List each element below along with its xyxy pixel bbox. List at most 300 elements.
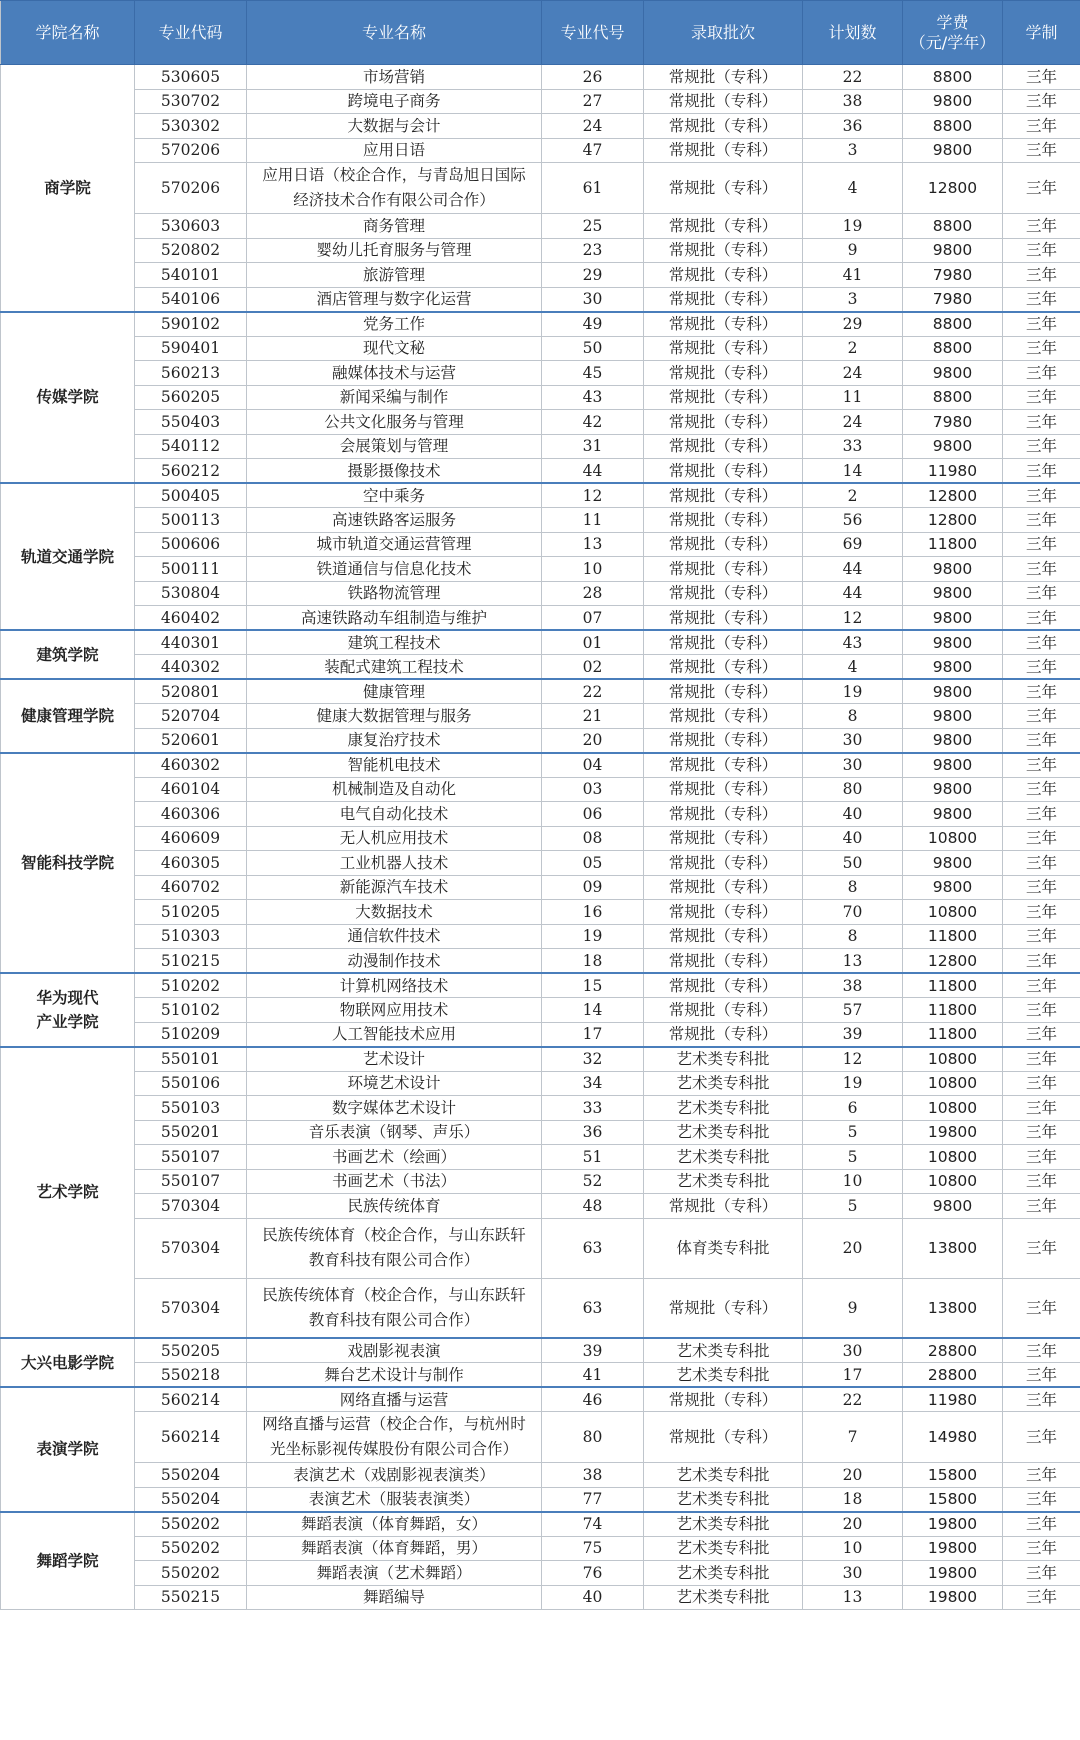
batch-cell: 常规批（专科） <box>644 312 803 337</box>
major-code-cell: 460702 <box>135 875 247 900</box>
table-row <box>1 214 1080 239</box>
tuition-fee-cell: 8800 <box>903 336 1003 361</box>
major-name-cell <box>247 312 542 337</box>
tuition-fee-cell: 11980 <box>903 459 1003 484</box>
college-name-cell <box>1 630 135 679</box>
table-row <box>1 1387 1080 1412</box>
plan-count-cell: 5 <box>803 1145 903 1170</box>
table-row <box>1 114 1080 139</box>
major-name-cell <box>247 1145 542 1170</box>
major-name: 铁道通信与信息化技术 <box>316 559 472 578</box>
tuition-fee-cell: 10800 <box>903 1145 1003 1170</box>
major-no-cell: 61 <box>542 163 644 214</box>
header-batch-label: 录取批次 <box>690 22 755 42</box>
batch-cell: 艺术类专科批 <box>644 1536 803 1561</box>
tuition-fee-cell: 8800 <box>903 65 1003 90</box>
tuition-fee-cell: 19800 <box>903 1120 1003 1145</box>
duration-cell: 三年 <box>1003 1412 1080 1463</box>
major-name: 舞蹈表演（艺术舞蹈） <box>316 1563 472 1582</box>
major-name-cell <box>247 753 542 778</box>
table-row <box>1 1096 1080 1121</box>
college-name-cell <box>1 65 135 312</box>
major-no-cell: 76 <box>542 1561 644 1586</box>
table-row <box>1 1412 1080 1463</box>
major-name-cell <box>247 138 542 163</box>
major-no-cell: 08 <box>542 826 644 851</box>
table-row <box>1 851 1080 876</box>
major-name-cell <box>247 89 542 114</box>
batch-cell: 艺术类专科批 <box>644 1363 803 1388</box>
table-row <box>1 1145 1080 1170</box>
plan-count-cell: 17 <box>803 1363 903 1388</box>
batch-cell: 常规批（专科） <box>644 214 803 239</box>
duration-cell: 三年 <box>1003 238 1080 263</box>
major-code-cell: 550204 <box>135 1463 247 1488</box>
major-name-cell <box>247 238 542 263</box>
major-name: 建筑工程技术 <box>347 633 441 652</box>
major-name-cell <box>247 1194 542 1219</box>
major-name: 光坐标影视传媒股份有限公司合作） <box>269 1440 518 1458</box>
major-no-cell: 46 <box>542 1387 644 1412</box>
major-code-cell: 550107 <box>135 1145 247 1170</box>
batch-cell: 常规批（专科） <box>644 263 803 288</box>
major-code-cell: 530702 <box>135 89 247 114</box>
major-no-cell: 21 <box>542 704 644 729</box>
tuition-fee-cell: 9800 <box>903 138 1003 163</box>
batch-cell: 常规批（专科） <box>644 114 803 139</box>
plan-count-cell: 22 <box>803 65 903 90</box>
tuition-fee-cell: 10800 <box>903 1047 1003 1072</box>
tuition-fee-cell: 28800 <box>903 1338 1003 1363</box>
table-row <box>1 1561 1080 1586</box>
plan-count-cell: 36 <box>803 114 903 139</box>
major-code-cell: 530603 <box>135 214 247 239</box>
header-major-no <box>542 1 644 65</box>
college-name: 健康管理学院 <box>20 706 114 725</box>
batch-cell: 常规批（专科） <box>644 581 803 606</box>
header-fee <box>903 1 1003 65</box>
major-name: 环境艺术设计 <box>347 1074 441 1093</box>
major-name: 融媒体技术与运营 <box>331 363 456 382</box>
major-code-cell: 550202 <box>135 1512 247 1537</box>
header-plan-label: 计划数 <box>828 22 877 42</box>
major-code-cell: 570304 <box>135 1218 247 1278</box>
table-row <box>1 1536 1080 1561</box>
table-row <box>1 949 1080 974</box>
major-name: 空中乘务 <box>362 486 425 505</box>
plan-count-cell: 30 <box>803 1561 903 1586</box>
major-name-cell <box>247 998 542 1023</box>
table-row <box>1 900 1080 925</box>
major-name: 艺术设计 <box>362 1050 425 1068</box>
major-no-cell: 39 <box>542 1338 644 1363</box>
major-no-cell: 27 <box>542 89 644 114</box>
major-no-cell: 34 <box>542 1071 644 1096</box>
table-row <box>1 312 1080 337</box>
table-row <box>1 508 1080 533</box>
major-no-cell: 19 <box>542 924 644 949</box>
plan-count-cell: 50 <box>803 851 903 876</box>
college-name-cell <box>1 973 135 1047</box>
batch-cell: 常规批（专科） <box>644 655 803 680</box>
major-name: 高速铁路动车组制造与维护 <box>300 608 487 627</box>
duration-cell: 三年 <box>1003 532 1080 557</box>
table-row <box>1 238 1080 263</box>
major-name: 计算机网络技术 <box>339 976 449 995</box>
duration-cell: 三年 <box>1003 1387 1080 1412</box>
table-row <box>1 998 1080 1023</box>
plan-count-cell: 41 <box>803 263 903 288</box>
duration-cell: 三年 <box>1003 777 1080 802</box>
tuition-fee-cell: 9800 <box>903 1194 1003 1219</box>
duration-cell: 三年 <box>1003 1363 1080 1388</box>
plan-count-cell: 44 <box>803 581 903 606</box>
major-no-cell: 30 <box>542 287 644 312</box>
batch-cell: 常规批（专科） <box>644 1387 803 1412</box>
major-no-cell: 17 <box>542 1022 644 1047</box>
plan-count-cell: 7 <box>803 1412 903 1463</box>
plan-count-cell: 13 <box>803 1585 903 1610</box>
duration-cell: 三年 <box>1003 1561 1080 1586</box>
major-code-cell: 530302 <box>135 114 247 139</box>
batch-cell: 常规批（专科） <box>644 973 803 998</box>
college-name: 表演学院 <box>36 1440 99 1459</box>
college-name-cell <box>1 483 135 630</box>
tuition-fee-cell: 13800 <box>903 1218 1003 1278</box>
table-row <box>1 459 1080 484</box>
major-code-cell: 460302 <box>135 753 247 778</box>
table-row <box>1 777 1080 802</box>
tuition-fee-cell: 9800 <box>903 753 1003 778</box>
major-name: 教育科技有限公司合作） <box>308 1251 480 1269</box>
college-name: 产业学院 <box>36 1012 99 1031</box>
major-name: 音乐表演（钢琴、声乐） <box>308 1123 480 1142</box>
duration-cell: 三年 <box>1003 581 1080 606</box>
major-code-cell: 550106 <box>135 1071 247 1096</box>
tuition-fee-cell: 8800 <box>903 214 1003 239</box>
major-name-cell <box>247 1218 542 1278</box>
tuition-fee-cell: 10800 <box>903 1169 1003 1194</box>
major-no-cell: 80 <box>542 1412 644 1463</box>
major-code-cell: 550202 <box>135 1536 247 1561</box>
major-no-cell: 20 <box>542 728 644 753</box>
table-row <box>1 728 1080 753</box>
plan-count-cell: 44 <box>803 557 903 582</box>
major-code-cell: 550107 <box>135 1169 247 1194</box>
major-name-cell <box>247 287 542 312</box>
major-code-cell: 540106 <box>135 287 247 312</box>
plan-count-cell: 30 <box>803 1338 903 1363</box>
major-no-cell: 15 <box>542 973 644 998</box>
batch-cell: 艺术类专科批 <box>644 1338 803 1363</box>
major-code-cell: 550205 <box>135 1338 247 1363</box>
major-code-cell: 510303 <box>135 924 247 949</box>
table-row <box>1 655 1080 680</box>
major-code-cell: 590401 <box>135 336 247 361</box>
major-name: 民族传统体育（校企合作，与山东跃轩 <box>262 1285 526 1304</box>
major-name: 戏剧影视表演 <box>347 1341 441 1360</box>
major-no-cell: 38 <box>542 1463 644 1488</box>
major-code-cell: 560212 <box>135 459 247 484</box>
batch-cell: 常规批（专科） <box>644 777 803 802</box>
table-row <box>1 1071 1080 1096</box>
major-code-cell: 520801 <box>135 679 247 704</box>
duration-cell: 三年 <box>1003 138 1080 163</box>
major-no-cell: 10 <box>542 557 644 582</box>
major-no-cell: 14 <box>542 998 644 1023</box>
major-name-cell <box>247 704 542 729</box>
major-name-cell <box>247 336 542 361</box>
header-batch <box>644 1 803 65</box>
duration-cell: 三年 <box>1003 483 1080 508</box>
duration-cell: 三年 <box>1003 434 1080 459</box>
plan-count-cell: 30 <box>803 753 903 778</box>
major-name-cell <box>247 728 542 753</box>
major-name: 通信软件技术 <box>347 927 441 946</box>
major-name: 跨境电子商务 <box>347 92 441 111</box>
batch-cell: 艺术类专科批 <box>644 1145 803 1170</box>
major-name-cell <box>247 949 542 974</box>
major-name: 工业机器人技术 <box>339 853 449 872</box>
major-code-cell: 500606 <box>135 532 247 557</box>
table-row <box>1 679 1080 704</box>
plan-count-cell: 39 <box>803 1022 903 1047</box>
duration-cell: 三年 <box>1003 336 1080 361</box>
duration-cell: 三年 <box>1003 1463 1080 1488</box>
tuition-fee-cell: 9800 <box>903 630 1003 655</box>
batch-cell: 常规批（专科） <box>644 851 803 876</box>
plan-count-cell: 5 <box>803 1194 903 1219</box>
major-code-cell: 500405 <box>135 483 247 508</box>
major-name: 电气自动化技术 <box>339 804 449 823</box>
major-no-cell: 01 <box>542 630 644 655</box>
plan-count-cell: 57 <box>803 998 903 1023</box>
major-code-cell: 570304 <box>135 1194 247 1219</box>
major-name-cell <box>247 1071 542 1096</box>
tuition-fee-cell: 14980 <box>903 1412 1003 1463</box>
major-name-cell <box>247 385 542 410</box>
tuition-fee-cell: 11800 <box>903 924 1003 949</box>
tuition-fee-cell: 9800 <box>903 802 1003 827</box>
major-no-cell: 47 <box>542 138 644 163</box>
plan-count-cell: 11 <box>803 385 903 410</box>
major-name-cell <box>247 1120 542 1145</box>
table-row <box>1 1120 1080 1145</box>
major-name: 健康管理 <box>362 682 425 701</box>
major-no-cell: 75 <box>542 1536 644 1561</box>
major-name: 旅游管理 <box>362 265 425 284</box>
major-no-cell: 29 <box>542 263 644 288</box>
duration-cell: 三年 <box>1003 361 1080 386</box>
plan-count-cell: 18 <box>803 1487 903 1512</box>
table-header <box>1 1 1080 65</box>
major-name: 公共文化服务与管理 <box>324 412 464 431</box>
table-row <box>1 1512 1080 1537</box>
tuition-fee-cell: 11800 <box>903 1022 1003 1047</box>
major-no-cell: 31 <box>542 434 644 459</box>
table-body <box>1 65 1080 1610</box>
duration-cell: 三年 <box>1003 114 1080 139</box>
tuition-fee-cell: 13800 <box>903 1278 1003 1338</box>
batch-cell: 常规批（专科） <box>644 900 803 925</box>
major-code-cell: 530804 <box>135 581 247 606</box>
college-name: 传媒学院 <box>36 388 99 407</box>
major-name-cell <box>247 679 542 704</box>
major-no-cell: 51 <box>542 1145 644 1170</box>
duration-cell: 三年 <box>1003 1096 1080 1121</box>
table-row <box>1 973 1080 998</box>
tuition-fee-cell: 9800 <box>903 655 1003 680</box>
major-no-cell: 52 <box>542 1169 644 1194</box>
major-name-cell <box>247 1022 542 1047</box>
plan-count-cell: 56 <box>803 508 903 533</box>
batch-cell: 常规批（专科） <box>644 434 803 459</box>
duration-cell: 三年 <box>1003 410 1080 435</box>
major-name-cell <box>247 630 542 655</box>
table-row <box>1 924 1080 949</box>
batch-cell: 常规批（专科） <box>644 802 803 827</box>
major-name: 人工智能技术应用 <box>331 1025 456 1043</box>
major-code-cell: 550103 <box>135 1096 247 1121</box>
duration-cell: 三年 <box>1003 163 1080 214</box>
major-code-cell: 550202 <box>135 1561 247 1586</box>
batch-cell: 常规批（专科） <box>644 606 803 631</box>
plan-count-cell: 3 <box>803 287 903 312</box>
major-name-cell <box>247 483 542 508</box>
plan-count-cell: 24 <box>803 361 903 386</box>
major-no-cell: 25 <box>542 214 644 239</box>
tuition-fee-cell: 11980 <box>903 1387 1003 1412</box>
batch-cell: 常规批（专科） <box>644 532 803 557</box>
batch-cell: 常规批（专科） <box>644 557 803 582</box>
tuition-fee-cell: 9800 <box>903 777 1003 802</box>
major-code-cell: 570304 <box>135 1278 247 1338</box>
major-no-cell: 16 <box>542 900 644 925</box>
header-major <box>247 1 542 65</box>
major-name-cell <box>247 114 542 139</box>
plan-count-cell: 12 <box>803 606 903 631</box>
major-code-cell: 460104 <box>135 777 247 802</box>
plan-count-cell: 43 <box>803 630 903 655</box>
major-name-cell <box>247 973 542 998</box>
major-name: 应用日语（校企合作，与青岛旭日国际 <box>262 166 526 184</box>
table-row <box>1 1022 1080 1047</box>
major-no-cell: 63 <box>542 1218 644 1278</box>
tuition-fee-cell: 7980 <box>903 263 1003 288</box>
table-row <box>1 89 1080 114</box>
major-name-cell <box>247 532 542 557</box>
major-name: 高速铁路客运服务 <box>331 510 456 529</box>
tuition-fee-cell: 12800 <box>903 483 1003 508</box>
major-no-cell: 26 <box>542 65 644 90</box>
batch-cell: 艺术类专科批 <box>644 1585 803 1610</box>
major-name-cell <box>247 163 542 214</box>
major-name: 舞蹈编导 <box>362 1588 425 1607</box>
major-name-cell <box>247 1047 542 1072</box>
major-code-cell: 550101 <box>135 1047 247 1072</box>
table-row <box>1 704 1080 729</box>
header-plan <box>803 1 903 65</box>
major-no-cell: 05 <box>542 851 644 876</box>
major-name: 数字媒体艺术设计 <box>331 1098 456 1117</box>
tuition-fee-cell: 11800 <box>903 532 1003 557</box>
major-no-cell: 11 <box>542 508 644 533</box>
duration-cell: 三年 <box>1003 655 1080 680</box>
major-no-cell: 74 <box>542 1512 644 1537</box>
tuition-fee-cell: 9800 <box>903 606 1003 631</box>
major-no-cell: 42 <box>542 410 644 435</box>
major-name-cell <box>247 1387 542 1412</box>
table-row <box>1 1463 1080 1488</box>
college-name: 智能科技学院 <box>20 853 114 872</box>
plan-count-cell: 8 <box>803 704 903 729</box>
tuition-fee-cell: 9800 <box>903 875 1003 900</box>
header-college-label: 学院名称 <box>35 22 100 42</box>
duration-cell: 三年 <box>1003 1487 1080 1512</box>
table-row <box>1 410 1080 435</box>
plan-count-cell: 19 <box>803 1071 903 1096</box>
plan-count-cell: 2 <box>803 483 903 508</box>
plan-count-cell: 2 <box>803 336 903 361</box>
major-name: 民族传统体育（校企合作，与山东跃轩 <box>262 1226 526 1244</box>
major-name-cell <box>247 924 542 949</box>
major-name: 智能机电技术 <box>347 756 441 774</box>
major-name: 物联网应用技术 <box>339 1000 449 1019</box>
major-name-cell <box>247 361 542 386</box>
batch-cell: 常规批（专科） <box>644 826 803 851</box>
plan-count-cell: 5 <box>803 1120 903 1145</box>
table-row <box>1 263 1080 288</box>
plan-count-cell: 22 <box>803 1387 903 1412</box>
major-code-cell: 550204 <box>135 1487 247 1512</box>
tuition-fee-cell: 9800 <box>903 679 1003 704</box>
tuition-fee-cell: 9800 <box>903 238 1003 263</box>
tuition-fee-cell: 19800 <box>903 1561 1003 1586</box>
major-name: 动漫制作技术 <box>347 951 441 970</box>
tuition-fee-cell: 9800 <box>903 89 1003 114</box>
college-name: 艺术学院 <box>36 1183 99 1202</box>
batch-cell: 常规批（专科） <box>644 361 803 386</box>
table-row <box>1 630 1080 655</box>
header-major-label: 专业名称 <box>361 22 426 42</box>
batch-cell: 常规批（专科） <box>644 949 803 974</box>
duration-cell: 三年 <box>1003 630 1080 655</box>
major-name-cell <box>247 1412 542 1463</box>
table-row <box>1 606 1080 631</box>
plan-count-cell: 9 <box>803 1278 903 1338</box>
header-college <box>1 1 135 65</box>
table-row <box>1 532 1080 557</box>
table-row <box>1 875 1080 900</box>
tuition-fee-cell: 9800 <box>903 361 1003 386</box>
duration-cell: 三年 <box>1003 287 1080 312</box>
major-name: 网络直播与运营（校企合作，与杭州时 <box>262 1415 526 1433</box>
batch-cell: 常规批（专科） <box>644 385 803 410</box>
header-code <box>135 1 247 65</box>
major-name: 摄影摄像技术 <box>347 461 441 480</box>
plan-count-cell: 20 <box>803 1512 903 1537</box>
major-name-cell <box>247 1169 542 1194</box>
tuition-fee-cell: 15800 <box>903 1487 1003 1512</box>
duration-cell: 三年 <box>1003 900 1080 925</box>
plan-count-cell: 20 <box>803 1218 903 1278</box>
major-name: 经济技术合作有限公司合作） <box>293 191 495 209</box>
major-code-cell: 550215 <box>135 1585 247 1610</box>
major-name-cell <box>247 1561 542 1586</box>
college-name-cell <box>1 1512 135 1610</box>
duration-cell: 三年 <box>1003 89 1080 114</box>
major-code-cell: 460609 <box>135 826 247 851</box>
